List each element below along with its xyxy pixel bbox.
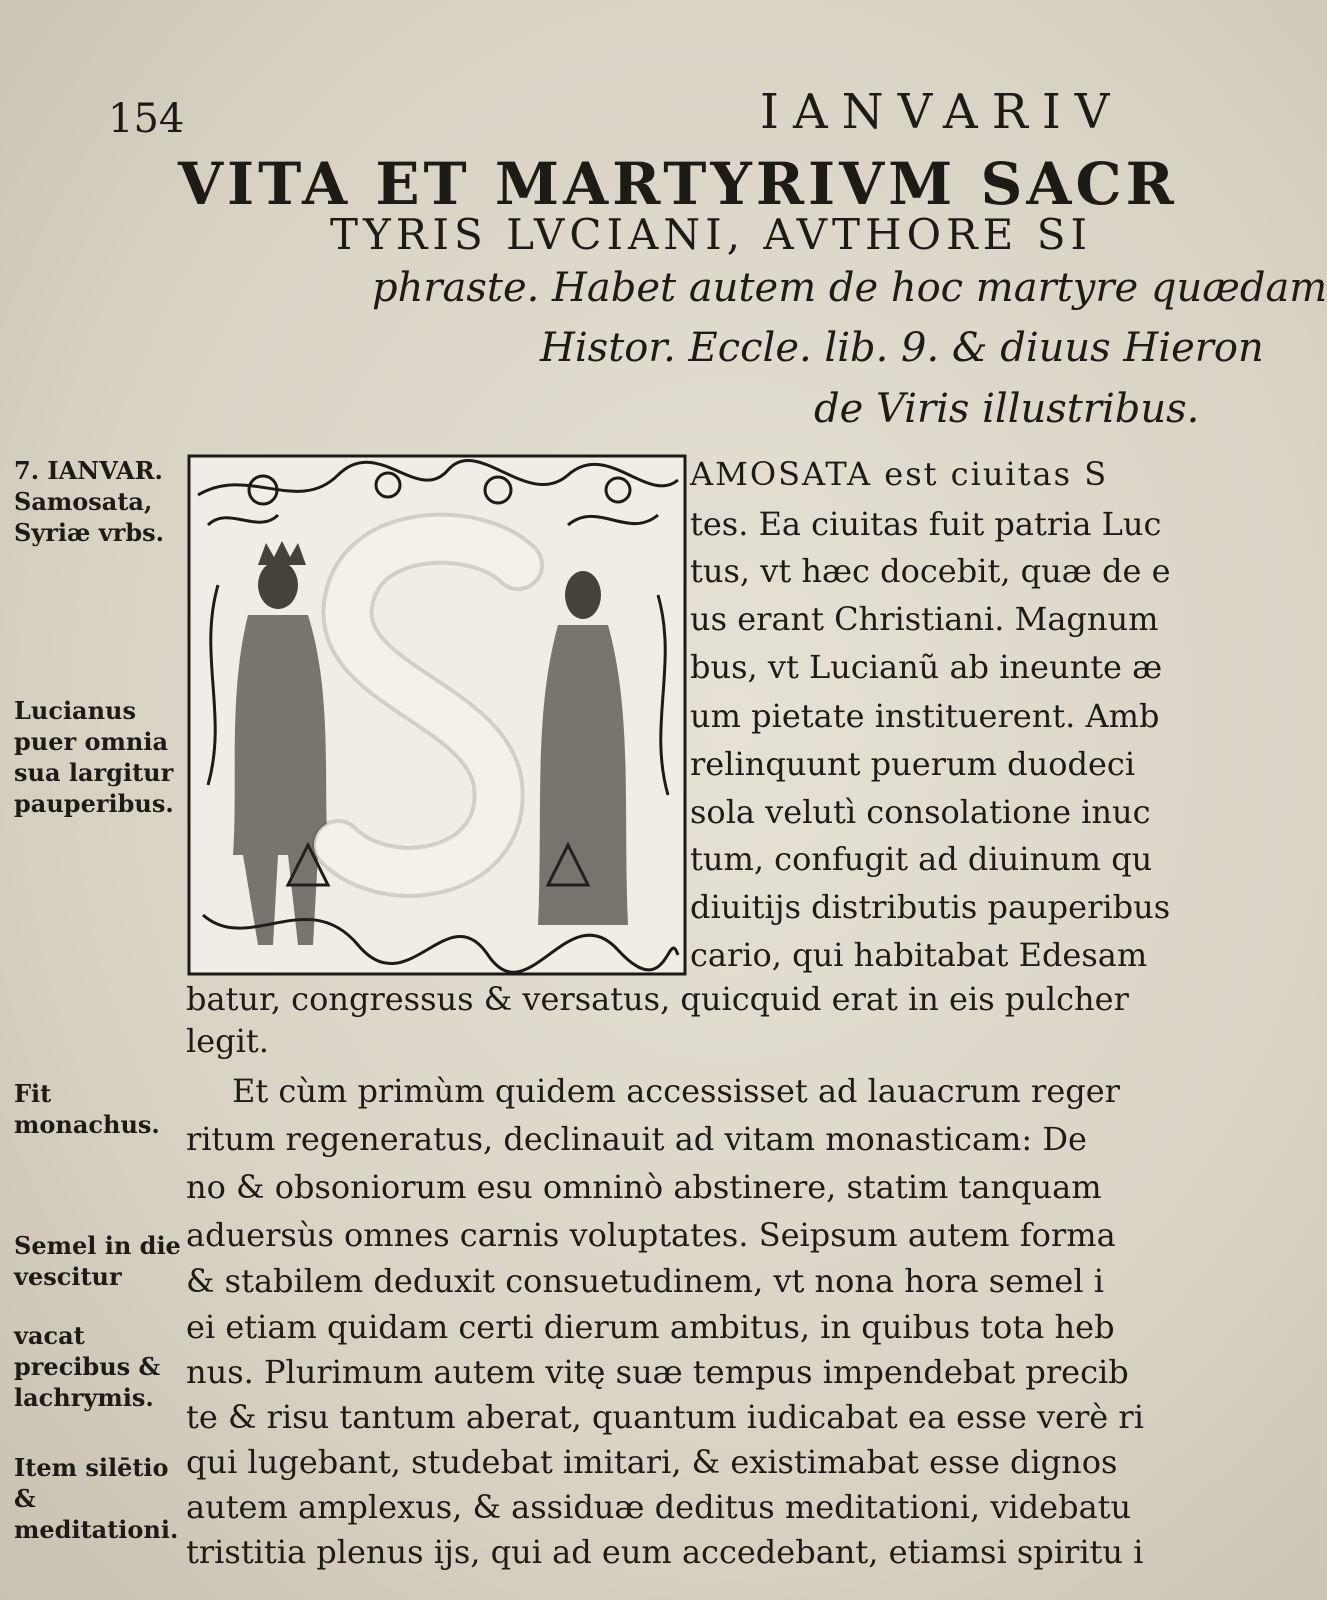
body-line: ei etiam quidam certi dierum ambitus, in quibus tota heb — [186, 1308, 1115, 1346]
margin-note: Lucianus puer omnia sua largitur pauperibus. — [14, 696, 174, 818]
saint-figure — [538, 571, 628, 925]
body-line: bus, vt Lucianũ ab ineunte æ — [690, 648, 1163, 686]
title-line-3: phraste. Habet autem de hoc martyre quædam — [372, 265, 1327, 311]
body-line: cario, qui habitabat Edesam — [690, 936, 1148, 974]
body-line: relinquunt puerum duodeci — [690, 745, 1136, 783]
body-line: ritum regeneratus, declinauit ad vitam monasticam: De — [186, 1120, 1087, 1158]
body-line: us erant Christiani. Magnum — [690, 600, 1159, 638]
title-line-1: VITA ET MARTYRIVM SACR — [178, 150, 1178, 218]
margin-note: 7. IANVAR. Samosata, Syriæ vrbs. — [14, 456, 165, 547]
running-head: IANVARIV — [760, 84, 1124, 140]
body-line: AMOSATA est ciuitas S — [690, 455, 1109, 493]
body-line: autem amplexus, & assiduæ deditus meditationi, videbatu — [186, 1488, 1132, 1526]
title-line-4: Histor. Eccle. lib. 9. & diuus Hieron — [540, 325, 1264, 371]
body-line: tus, vt hæc docebit, quæ de e — [690, 552, 1171, 590]
margin-note: Item silētio & meditationi. — [14, 1453, 179, 1544]
title-line-5: de Viris illustribus. — [814, 386, 1200, 432]
king-figure — [233, 541, 328, 945]
body-line: legit. — [186, 1022, 269, 1060]
woodcut-initial — [188, 455, 686, 975]
body-line: tristitia plenus ijs, qui ad eum accedebant, etiamsi spiritu i — [186, 1533, 1144, 1571]
page-number: 154 — [108, 96, 185, 142]
body-line: te & risu tantum aberat, quantum iudicabat ea esse verè ri — [186, 1398, 1144, 1436]
body-line: tes. Ea ciuitas fuit patria Luc — [690, 505, 1162, 543]
body-line: Et cùm primùm quidem accessisset ad lauacrum reger — [232, 1072, 1120, 1110]
body-line: um pietate instituerent. Amb — [690, 697, 1160, 735]
body-line: & stabilem deduxit consuetudinem, vt nona hora semel i — [186, 1262, 1104, 1300]
body-line: no & obsoniorum esu omninò abstinere, statim tanquam — [186, 1168, 1102, 1206]
title-line-2: TYRIS LVCIANI, AVTHORE SI — [330, 210, 1093, 259]
margin-note: Semel in die vescitur — [14, 1231, 181, 1291]
body-line: qui lugebant, studebat imitari, & existimabat esse dignos — [186, 1443, 1118, 1481]
body-line: aduersùs omnes carnis voluptates. Seipsum autem forma — [186, 1216, 1116, 1254]
body-line: diuitijs distributis pauperibus — [690, 888, 1171, 926]
body-line: batur, congressus & versatus, quicquid erat in eis pulcher — [186, 980, 1129, 1018]
body-line: sola velutì consolatione inuc — [690, 793, 1151, 831]
body-line: tum, confugit ad diuinum qu — [690, 840, 1153, 878]
body-line: nus. Plurimum autem vitę suæ tempus impendebat precib — [186, 1353, 1129, 1391]
margin-note: vacat precibus & lachrymis. — [14, 1321, 161, 1412]
margin-note: Fit monachus. — [14, 1079, 160, 1139]
